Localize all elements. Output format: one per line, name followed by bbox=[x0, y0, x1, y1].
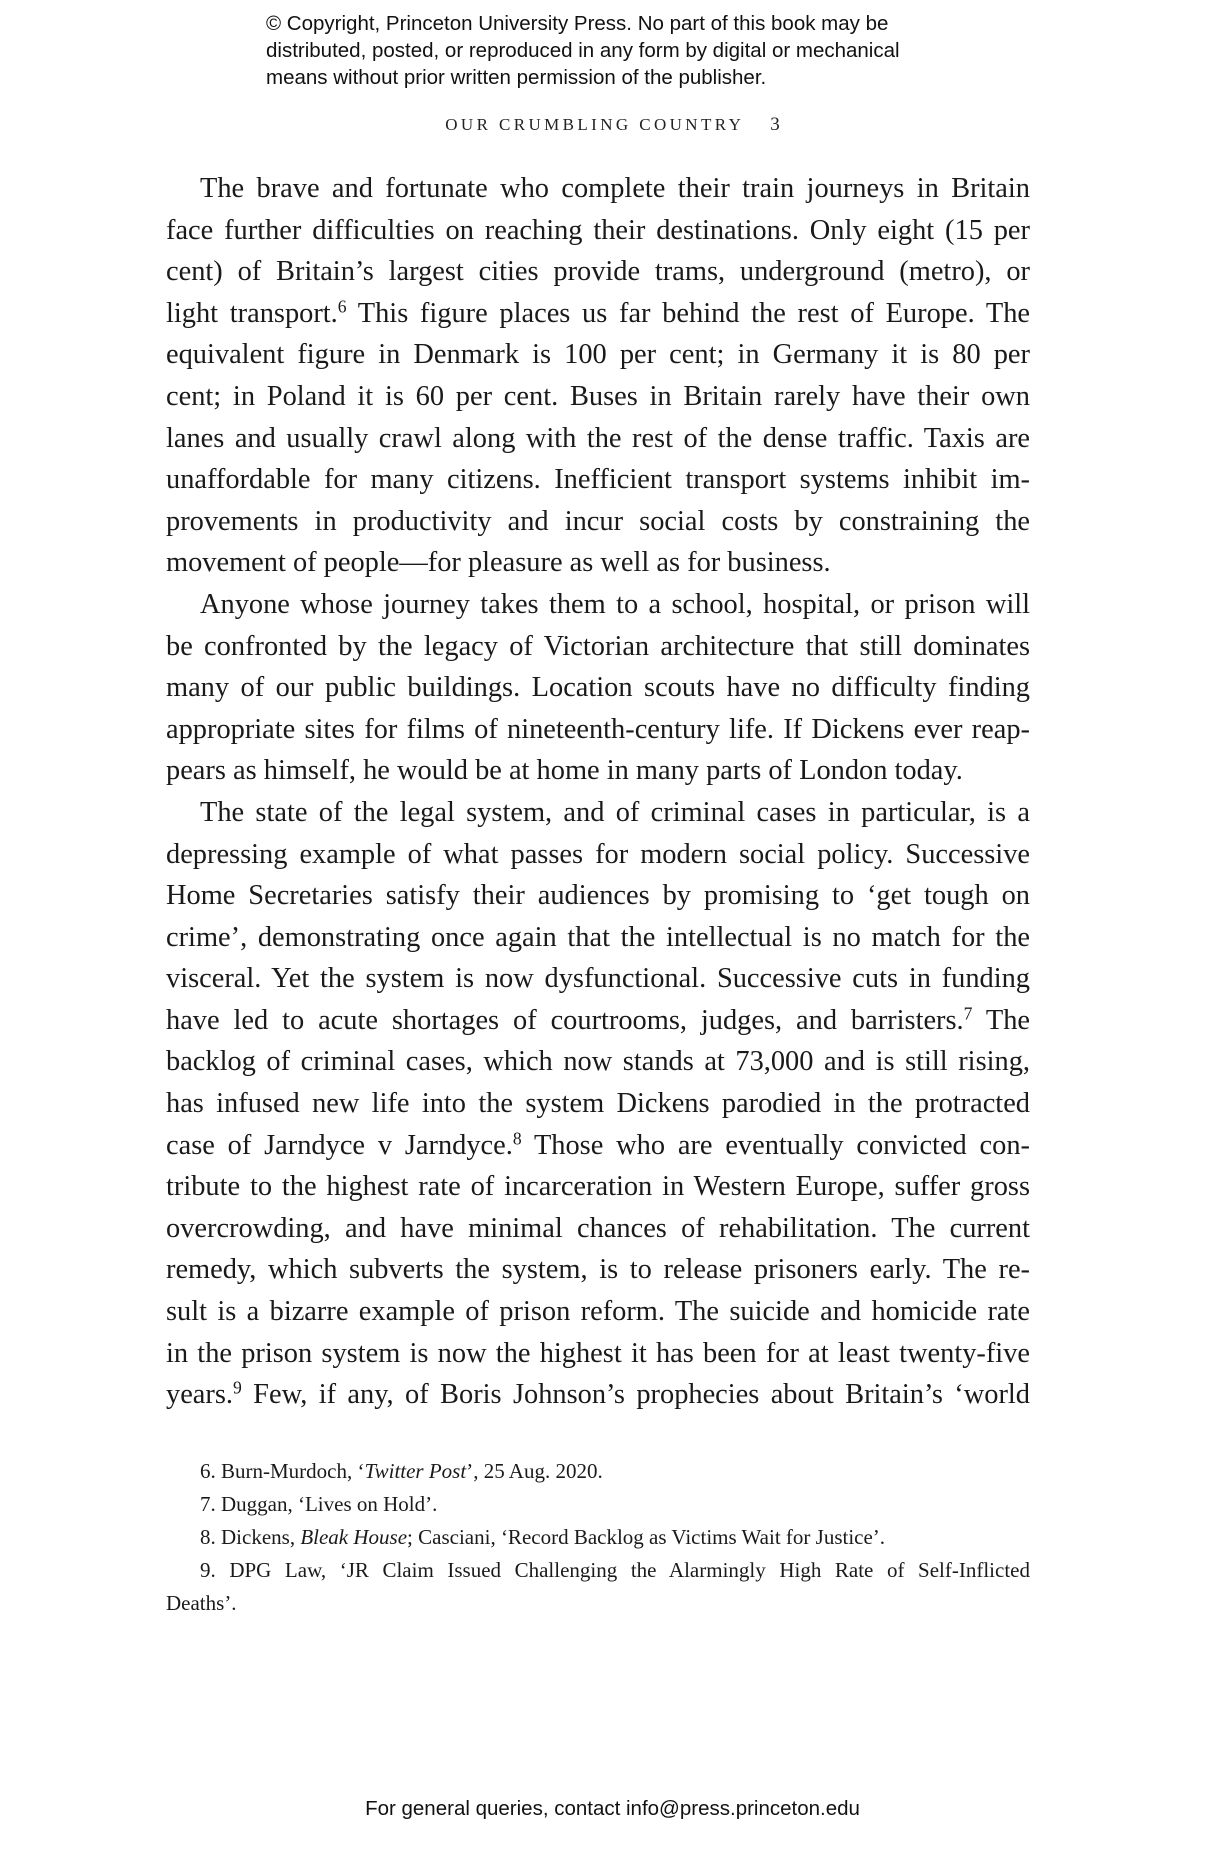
body-line: sult is a bizarre example of prison reform. The suicide and homicide rate bbox=[166, 1296, 1030, 1328]
body-line: depressing example of what passes for modern social policy. Successive bbox=[166, 838, 1030, 870]
footer-contact: For general queries, contact info@press.princeton.edu bbox=[365, 1797, 860, 1820]
footnote-ref-8: 8 bbox=[512, 1127, 522, 1148]
body-line bbox=[166, 293, 1030, 335]
body-line: unaffordable for many citizens. Inefficient transport systems inhibit im- bbox=[166, 464, 1030, 496]
body-text-run: This figure places us far behind the rest of Europe. The bbox=[346, 297, 1030, 329]
copyright-notice bbox=[266, 10, 1026, 91]
running-head bbox=[0, 114, 1225, 136]
footnotes bbox=[166, 1455, 1030, 1620]
body-line: crime’, demonstrating once again that the intellectual is no match for the bbox=[166, 921, 1030, 953]
body-line: pears as himself, he would be at home in many parts of London today. bbox=[166, 755, 963, 787]
body-line: tribute to the highest rate of incarceration in Western Europe, suffer gross bbox=[166, 1171, 1030, 1203]
footnote-italic-title: Bleak House bbox=[300, 1525, 408, 1549]
body-line: in the prison system is now the highest it has been for at least twenty-five bbox=[166, 1337, 1030, 1369]
body-line: The state of the legal system, and of criminal cases in particular, is a bbox=[200, 796, 1030, 828]
copyright-line: means without prior written permission of the publisher. bbox=[266, 66, 767, 89]
body-text-run: case of Jarndyce v Jarndyce. bbox=[166, 1129, 513, 1161]
footnote-6 bbox=[166, 1455, 1030, 1488]
body-line bbox=[166, 1000, 1030, 1042]
body-line: movement of people—for pleasure as well as for business. bbox=[166, 547, 831, 579]
footnote-7: 7. Duggan, ‘Lives on Hold’. bbox=[200, 1492, 438, 1516]
body-line: appropriate sites for films of nineteenth-century life. If Dickens ever reap- bbox=[166, 713, 1030, 745]
footnote-ref-7: 7 bbox=[963, 1003, 973, 1024]
body-line: overcrowding, and have minimal chances of rehabilitation. The current bbox=[166, 1212, 1030, 1244]
body-text-run: Few, if any, of Boris Johnson’s prophecies about Britain’s ‘world bbox=[241, 1379, 1030, 1411]
body-line: has infused new life into the system Dickens parodied in the protracted bbox=[166, 1088, 1030, 1120]
copyright-line: © Copyright, Princeton University Press. No part of this book may be bbox=[266, 12, 889, 35]
body-line: visceral. Yet the system is now dysfunctional. Successive cuts in funding bbox=[166, 963, 1030, 995]
body-text-run: years. bbox=[166, 1379, 233, 1411]
footnote-text-run: ’, 25 Aug. 2020. bbox=[466, 1459, 603, 1483]
body-line bbox=[166, 1374, 1030, 1416]
body-line: provements in productivity and incur social costs by constraining the bbox=[166, 505, 1030, 537]
footnote-ref-9: 9 bbox=[233, 1377, 242, 1398]
body-line: many of our public buildings. Location scouts have no difficulty finding bbox=[166, 672, 1030, 704]
body-line bbox=[166, 1125, 1030, 1167]
footnote-ref-6: 6 bbox=[337, 296, 347, 317]
body-line: cent; in Poland it is 60 per cent. Buses in Britain rarely have their own bbox=[166, 380, 1030, 412]
footnote-text-run: ; Casciani, ‘Record Backlog as Victims Wait for Justice’. bbox=[407, 1525, 886, 1549]
body-line: The brave and fortunate who complete their train journeys in Britain bbox=[200, 173, 1030, 204]
copyright-line: distributed, posted, or reproduced in any form by digital or mechanical bbox=[266, 39, 900, 62]
body-line: face further difficulties on reaching their destinations. Only eight (15 per bbox=[166, 214, 1030, 246]
footnote-text-run: 8. Dickens, bbox=[200, 1525, 301, 1549]
body-text-run: have led to acute shortages of courtrooms, judges, and barristers. bbox=[166, 1004, 964, 1036]
footnote-9-continuation: Deaths’. bbox=[166, 1591, 237, 1615]
footnote-italic-title: Twitter Post bbox=[364, 1459, 467, 1483]
body-line: backlog of criminal cases, which now stands at 73,000 and is still rising, bbox=[166, 1046, 1030, 1078]
body-text-run: light transport. bbox=[166, 297, 338, 329]
footnote-8 bbox=[166, 1521, 1030, 1554]
footnote-9: 9. DPG Law, ‘JR Claim Issued Challenging the Alarmingly High Rate of Self-Inflicted bbox=[200, 1558, 1030, 1582]
page-number: 3 bbox=[770, 114, 780, 135]
body-line: lanes and usually crawl along with the rest of the dense traffic. Taxis are bbox=[166, 422, 1030, 454]
running-head-title: OUR CRUMBLING COUNTRY bbox=[445, 115, 745, 134]
body-text-run: Those who are eventually convicted con- bbox=[521, 1129, 1030, 1161]
body-text bbox=[166, 168, 1030, 1416]
body-line: remedy, which subverts the system, is to release prisoners early. The re- bbox=[166, 1254, 1030, 1286]
footnote-text-run: 6. Burn-Murdoch, ‘ bbox=[200, 1459, 365, 1483]
body-line: be confronted by the legacy of Victorian architecture that still dominates bbox=[166, 630, 1030, 662]
body-line: equivalent figure in Denmark is 100 per cent; in Germany it is 80 per bbox=[166, 339, 1030, 371]
body-text-run: The bbox=[972, 1004, 1030, 1036]
body-line: cent) of Britain’s largest cities provide trams, underground (metro), or bbox=[166, 256, 1030, 288]
body-line: Anyone whose journey takes them to a school, hospital, or prison will bbox=[200, 588, 1030, 620]
body-line: Home Secretaries satisfy their audiences by promising to ‘get tough on bbox=[166, 880, 1030, 912]
